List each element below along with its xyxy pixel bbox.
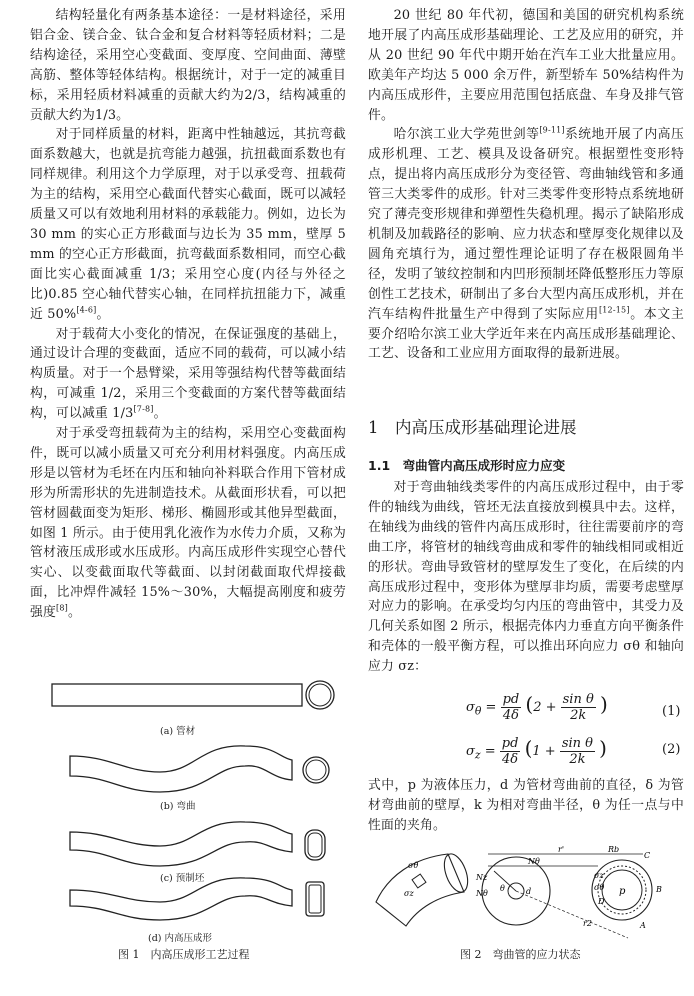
svg-text:d: d (526, 887, 532, 896)
right-column-lower (368, 478, 684, 677)
tube-blank-section (306, 681, 334, 709)
figure-2-stress-state (368, 846, 684, 946)
svg-text:C: C (644, 851, 651, 860)
paragraph-hollow-section: 对于同样质量的材料，距离中性轴越远，其抗弯截面系数越大，也就是抗弯能力越强，抗扭截面系数也有同样规律。利用这个力学原理，对于以承受弯、扭载荷为主的结构，采用空心截面代替实心截面，既可以减轻质量又可以有效地利用材料的承载能力。例如，边长为 30 mm 的实心正方形截面与边长为 35 mm，壁厚 5 mm 的空心正方形截面，抗弯截面系数相同，而空心截面比实心截面减重 1/3；采用空心度(内径与外径之比)0.85 空心轴代替实心轴，在同样抗扭能力下，减重近 50%[4-6]。 (30, 127, 346, 322)
bent-tube-side (70, 746, 292, 792)
citation: [7-8] (133, 404, 154, 414)
equation-2: $\sigma_z$ = $\frac{pd}{4\delta}$ (1 + $\frac{\text{sin θ}}{2k}$ ) (466, 736, 607, 767)
bent-tube-section (303, 757, 329, 783)
svg-text:D: D (598, 897, 605, 906)
left-column (30, 6, 346, 623)
paragraph-lightweight-approaches: 结构轻量化有两条基本途径：一是材料途径，采用铝合金、镁合金、钛合金和复合材料等轻质材料；二是结构途径，采用空心变截面、变厚度、空间曲面、薄壁高筋、整体等轻体结构。根据统计，对于一定的减重目标，采用轻质材料减重的贡献大约为2/3，结构减重的贡献大约为1/3。 (30, 8, 346, 123)
paragraph-hydroforming-intro: 对于承受弯扭载荷为主的结构，采用空心变截面构件，既可以减小质量又可充分利用材料强度。内高压成形是以管材为毛坯在内压和轴向补料联合作用下管材成形为所需形状的先进制造技术。从截面形状看，可以把管材圆截面变为矩形、梯形、椭圆形或其他异型截面，如图 1 所示。由于使用乳化液作为水传力介质，又称为管材液压成形或水压成形。内高压成形件实现空心替代实心、以变截面取代等截面、以封闭截面取代焊接截面，比冲焊件减轻 15%～30%，大幅提高刚度和疲劳强度[8]。 (30, 426, 346, 621)
equation-1-number: (1) (662, 704, 681, 719)
equation-2-number: (2) (662, 742, 681, 757)
svg-text:r': r' (558, 846, 565, 854)
svg-text:σθ: σθ (408, 861, 419, 870)
svg-text:Nθ: Nθ (476, 889, 488, 898)
svg-text:B: B (656, 885, 662, 894)
tube-blank-side (52, 684, 302, 706)
subsection-title: 1.1 弯曲管内高压成形时应力应变 (368, 458, 566, 473)
figure-1-sub-d-label: (d) 内高压成形 (148, 933, 213, 944)
right-column-after-eq (368, 776, 684, 836)
citation: [4-6] (76, 305, 97, 315)
right-column (368, 6, 684, 364)
citation: [8] (56, 603, 68, 613)
svg-text:r2: r2 (583, 919, 592, 928)
svg-text:θ: θ (500, 884, 505, 893)
svg-text:p: p (619, 886, 626, 897)
figure-1-caption: 图 1 内高压成形工艺过程 (118, 948, 250, 961)
figure-1-sub-c-label: (c) 预制坯 (160, 873, 205, 884)
svg-text:Nθ: Nθ (528, 857, 540, 866)
section-title: 1 内高压成形基础理论进展 (368, 418, 577, 437)
paragraph-symbol-definitions: 式中，p 为液体压力，d 为管材弯曲前的直径，δ 为管材弯曲前的壁厚，k 为相对弯曲半径，θ 为任一点与中性面的夹角。 (368, 778, 684, 833)
preform-side (70, 822, 292, 866)
svg-text:Rb: Rb (608, 846, 620, 854)
figure-1-sub-b-label: (b) 弯曲 (160, 801, 196, 812)
paragraph-bent-tube: 对于弯曲轴线类零件的内高压成形过程中，由于零件的轴线为曲线，管坯无法直接放到模具中去。这样，在轴线为曲线的管件内高压成形时，往往需要前序的弯曲工序，将管材的轴线弯曲成和零件的轴线相同或相近的形状。弯曲导致管材的壁厚发生了变化，在后续的内高压成形过程中，变形体为壁厚非均质，需要考虑壁厚对应力的影响。在承受均匀内压的弯曲管中，其受力及几何关系如图 2 所示，根据壳体内力垂直方向平衡条件和壳体的一般平衡方程，可以推出环向应力 σθ 和轴向应力 σz： (368, 480, 684, 675)
svg-text:σz: σz (404, 889, 414, 898)
svg-text:σz: σz (594, 871, 604, 880)
paragraph-history: 20 世纪 80 年代初，德国和美国的研究机构系统地开展了内高压成形基础理论、工艺及应用的研究，并从 20 世纪 90 年代中期开始在汽车工业大批量应用。欧美年产均达 5 000 余万件，新型轿车 50%结构件为内高压成形件，主要应用范围包括底盘、车身及排气管件。 (368, 8, 684, 123)
equation-1: $\sigma_\theta$ = $\frac{pd}{4\delta}$ (2 + $\frac{\text{sin θ}}{2k}$ ) (466, 692, 608, 723)
svg-text:σθ: σθ (594, 883, 605, 892)
hydroformed-part-side (70, 878, 292, 920)
paragraph-hit-research: 哈尔滨工业大学苑世剑等[9-11]系统地开展了内高压成形机理、工艺、模具及设备研究。根据塑性变形特点，提出将内高压成形分为变径管、弯曲轴线管和多通管三大类零件的成形。针对三类零件变形特点系统地研究了薄壳变形规律和弹塑性失稳机理。揭示了缺陷形成机制及加载路径的影响、应力状态和壁厚变化规律以及圆角充填行为，通过塑性理论证明了存在极限圆角半径，发明了皱纹控制和内凹形预制坯降低整形压力等原创性工艺技术，研制出了多台大型内高压成形机，并在汽车结构件批量生产中得到了实际应用[12-15]。本文主要介绍哈尔滨工业大学近年来在内高压成形基础理论、工艺、设备和工业应用方面取得的最新进展。 (368, 126, 684, 362)
figure-1-process-diagram (30, 680, 346, 950)
svg-text:A: A (640, 921, 646, 930)
figure-2-caption: 图 2 弯曲管的应力状态 (460, 948, 581, 961)
bent-tube-element (376, 854, 464, 926)
paragraph-variable-section: 对于载荷大小变化的情况，在保证强度的基础上，通过设计合理的变截面，适应不同的载荷，可以减小结构质量。对于一个悬臂梁，采用等强结构代替等截面结构，可减重 1/2，采用三个变截面的方案代替等截面结构，可以减重 1/3[7-8]。 (30, 326, 346, 422)
svg-text:Nz: Nz (476, 873, 488, 882)
citation: [9-11] (539, 126, 565, 136)
citation: [12-15] (598, 305, 630, 315)
figure-1-sub-a-label: (a) 管材 (160, 726, 196, 737)
